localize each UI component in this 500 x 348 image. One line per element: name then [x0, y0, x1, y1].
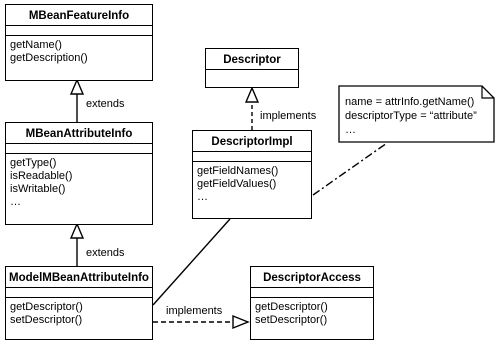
operation: getDescriptor(): [255, 301, 328, 313]
class-name: Descriptor: [223, 54, 281, 66]
class-descriptor-impl: [192, 130, 312, 219]
operations-compartment: [6, 298, 152, 329]
implements-label-1: implements: [260, 110, 317, 122]
association-line: [153, 219, 230, 305]
implements-arrowhead-2: [233, 316, 248, 328]
class-mbean-attribute-info: [5, 122, 153, 225]
extends-label-1: extends: [86, 98, 125, 110]
attributes-compartment: [251, 288, 373, 297]
operation: setDescriptor(): [10, 314, 83, 326]
attributes-compartment: [6, 144, 152, 153]
attributes-compartment: [6, 26, 152, 35]
implements-label-2: implements: [166, 305, 223, 317]
operation: isWritable(): [10, 183, 66, 195]
class-name: MBeanAttributeInfo: [25, 128, 133, 140]
note-line: descriptorType = “attribute”: [345, 110, 477, 122]
operation: …: [10, 196, 21, 208]
divider: [206, 69, 298, 70]
note: [339, 90, 489, 142]
operations-compartment: [193, 162, 311, 206]
operation: isReadable(): [10, 170, 73, 182]
extends-label-2: extends: [86, 247, 125, 259]
class-name: ModelMBeanAttributeInfo: [9, 272, 149, 284]
extends-arrowhead-2: [71, 224, 83, 238]
operation: getDescriptor(): [10, 301, 83, 313]
operation: getName(): [10, 39, 62, 51]
operations-compartment: [251, 298, 373, 329]
operation: getFieldValues(): [197, 178, 277, 190]
class-model-mbean-attribute-info: [5, 266, 153, 340]
operation: …: [197, 191, 208, 203]
note-line: name = attrInfo.getName(): [345, 96, 475, 108]
class-name: DescriptorImpl: [211, 136, 293, 148]
operations-compartment: [6, 36, 152, 67]
class-name: MBeanFeatureInfo: [28, 10, 130, 22]
operation: getFieldNames(): [197, 165, 279, 177]
operation: getType(): [10, 157, 57, 169]
attributes-compartment: [193, 152, 311, 161]
attributes-compartment: [6, 288, 152, 297]
extends-arrowhead-1: [71, 80, 83, 94]
class-mbean-feature-info: [5, 4, 153, 81]
operation: getDescription(): [10, 52, 88, 64]
note-line: …: [345, 124, 356, 136]
interface-descriptor-access: [250, 266, 374, 340]
class-name: DescriptorAccess: [263, 272, 361, 284]
interface-descriptor: [205, 48, 299, 88]
implements-arrowhead-1: [246, 88, 258, 102]
note-anchor-line: [313, 143, 387, 195]
operations-compartment: [6, 154, 152, 211]
operation: setDescriptor(): [255, 314, 328, 326]
